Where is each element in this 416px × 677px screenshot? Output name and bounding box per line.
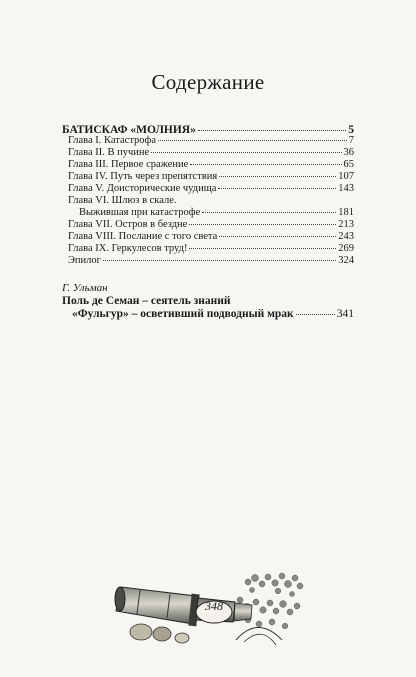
toc-entry-title: Глава III. Первое сражение <box>68 159 189 170</box>
article-title-line-1: Поль де Семан – сеятель знаний <box>62 295 231 307</box>
article-page: 341 <box>336 308 354 320</box>
page-number: 348 <box>205 599 223 613</box>
author-name: Г. Ульман <box>62 282 108 294</box>
toc-entry-page: 213 <box>338 219 354 230</box>
toc-entry-page: 36 <box>343 147 354 158</box>
toc-entry-title: Глава II. В пучине <box>68 147 150 158</box>
page-title: Содержание <box>151 70 265 94</box>
article-title-line-2: «Фульгур» – осветивший подводный мрак <box>72 308 294 320</box>
toc-entry-page: 143 <box>338 183 354 194</box>
toc-entry-title: Глава IX. Геркулесов труд! <box>68 243 188 254</box>
toc-entry-page: 107 <box>338 171 354 182</box>
section-title-text: БАТИСКАФ «МОЛНИЯ» <box>62 124 196 136</box>
toc-entry-page: 269 <box>338 243 354 254</box>
toc-entry-title: Глава IV. Путь через препятствия <box>68 171 218 182</box>
toc-entry-title: Глава I. Катастрофа <box>68 135 157 146</box>
toc-entry-page: 181 <box>338 207 354 218</box>
seaweed-icon <box>237 573 303 629</box>
toc-entry-title: Глава VII. Остров в бездне <box>68 219 188 230</box>
toc-entry-page: 324 <box>338 255 354 266</box>
toc-entry-title: Выжившая при катастрофе <box>79 207 201 218</box>
toc-entry-title: Эпилог <box>68 255 101 266</box>
shell-icon <box>130 624 189 643</box>
section-page: 5 <box>348 124 354 136</box>
toc-entry-title: Глава V. Доисторические чудища <box>68 183 217 194</box>
toc-entry-title: Глава VI. Шлюз в скале. <box>68 195 177 206</box>
toc-entry-page: 7 <box>348 135 354 146</box>
toc-entry-title: Глава VIII. Послание с того света <box>68 231 218 242</box>
toc-entry-page: 243 <box>338 231 354 242</box>
toc-entry-page: 65 <box>343 159 354 170</box>
